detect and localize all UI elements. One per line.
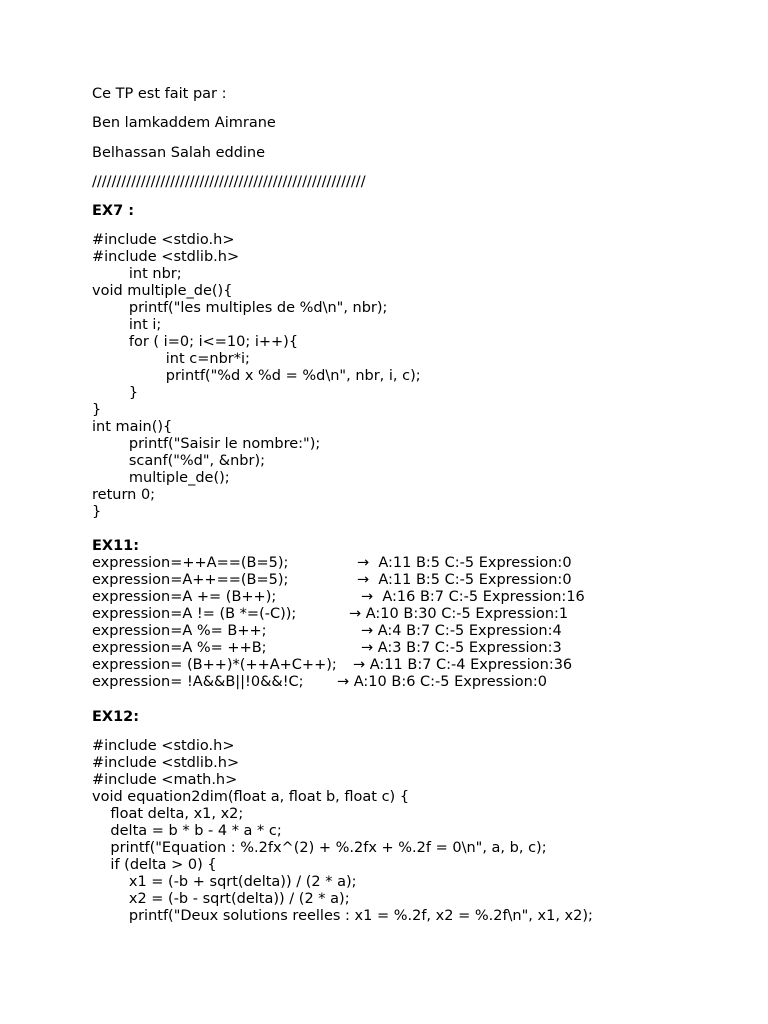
expression-result: → A:10 B:30 C:-5 Expression:1 (349, 606, 569, 622)
expression-result: → A:11 B:5 C:-5 Expression:0 (357, 555, 572, 571)
code-line: printf("Deux solutions reelles : x1 = %.2f, x2 = %.2f\n", x1, x2); (92, 908, 593, 924)
expression-line: expression=++A==(B=5); (92, 555, 289, 571)
code-line: float delta, x1, x2; (92, 806, 244, 822)
code-line: int nbr; (92, 266, 182, 282)
code-line: for ( i=0; i<=10; i++){ (92, 334, 299, 350)
code-line: printf("Saisir le nombre:"); (92, 436, 321, 452)
code-line: int i; (92, 317, 162, 333)
code-line: if (delta > 0) { (92, 857, 217, 873)
code-line: #include <stdlib.h> (92, 249, 240, 265)
expression-line: expression=A++==(B=5); (92, 572, 289, 588)
code-line: scanf("%d", &nbr); (92, 453, 265, 469)
code-line: #include <stdio.h> (92, 738, 235, 754)
expression-result: → A:16 B:7 C:-5 Expression:16 (361, 589, 585, 605)
code-line: void multiple_de(){ (92, 283, 233, 299)
code-line: printf("%d x %d = %d\n", nbr, i, c); (92, 368, 421, 384)
expression-result: → A:4 B:7 C:-5 Expression:4 (361, 623, 562, 639)
code-line: #include <math.h> (92, 772, 238, 788)
code-line: printf("les multiples de %d\n", nbr); (92, 300, 388, 316)
ex12-title: EX12: (92, 709, 140, 725)
code-line: int c=nbr*i; (92, 351, 250, 367)
expression-result: → A:11 B:5 C:-5 Expression:0 (357, 572, 572, 588)
code-line: int main(){ (92, 419, 173, 435)
expression-line: expression=A %= ++B; (92, 640, 267, 656)
ex11-title: EX11: (92, 538, 140, 554)
code-line: x2 = (-b - sqrt(delta)) / (2 * a); (92, 891, 350, 907)
code-line: #include <stdlib.h> (92, 755, 240, 771)
expression-result: → A:11 B:7 C:-4 Expression:36 (353, 657, 573, 673)
code-line: return 0; (92, 487, 156, 503)
separator-line: //////////////////////////////////////////////////////// (92, 174, 366, 190)
code-line: x1 = (-b + sqrt(delta)) / (2 * a); (92, 874, 357, 890)
expression-line: expression=A %= B++; (92, 623, 267, 639)
code-line: printf("Equation : %.2fx^(2) + %.2fx + %.2f = 0\n", a, b, c); (92, 840, 547, 856)
expression-line: expression= (B++)*(++A+C++); (92, 657, 337, 673)
author-name-2: Belhassan Salah eddine (92, 145, 266, 161)
code-line: delta = b * b - 4 * a * c; (92, 823, 282, 839)
ex7-title: EX7 : (92, 203, 135, 219)
expression-line: expression=A != (B *=(-C)); (92, 606, 297, 622)
code-line: #include <stdio.h> (92, 232, 235, 248)
expression-line: expression=A += (B++); (92, 589, 277, 605)
code-line: void equation2dim(float a, float b, float c) { (92, 789, 410, 805)
author-name-1: Ben lamkaddem Aimrane (92, 115, 276, 131)
intro-text: Ce TP est fait par : (92, 86, 227, 102)
code-line: } (92, 402, 102, 418)
expression-result: → A:10 B:6 C:-5 Expression:0 (337, 674, 547, 690)
code-line: } (92, 385, 139, 401)
code-line: } (92, 504, 102, 520)
expression-line: expression= !A&&B||!0&&!C; (92, 674, 304, 690)
code-line: multiple_de(); (92, 470, 230, 486)
expression-result: → A:3 B:7 C:-5 Expression:3 (361, 640, 562, 656)
